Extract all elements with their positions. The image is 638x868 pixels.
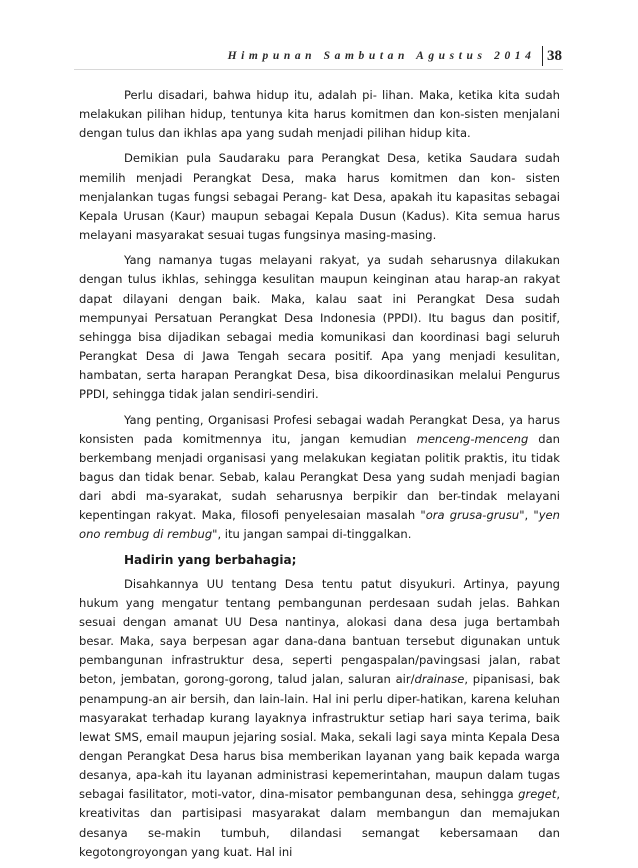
paragraph-4-text-3: ", " bbox=[519, 508, 539, 523]
header-rule bbox=[74, 69, 563, 70]
paragraph-5-italic-term-1: drainase bbox=[414, 672, 465, 687]
paragraph-4-text: Yang penting, Organisasi Profesi sebagai wadah Perangkat Desa, ya harus konsisten pada komitmennya itu, jangan kemudian bbox=[79, 412, 560, 446]
paragraph-5 bbox=[79, 575, 560, 862]
header-separator bbox=[542, 46, 544, 66]
running-header-title: Himpunan Sambutan Agustus 2014 bbox=[227, 50, 536, 62]
paragraph-4-italic-phrase-2: yen ono rembug di rembug bbox=[79, 508, 560, 542]
paragraph-2: Demikian pula Saudaraku para Perangkat Desa, ketika Saudara sudah memilih menjadi Perangkat Desa, maka harus komitmen dan kon- sisten menjalankan tugas fungsi sebagai Perang- kat Desa, apakah itu kapasitas sebagai Kepala Urusan (Kaur) maupun sebagai Kepala Dusun (Kadus). Kita semua harus melayani masyarakat sesuai tugas fungsinya masing-masing. bbox=[79, 151, 560, 243]
body-text bbox=[79, 86, 560, 868]
paragraph-4-text-2: dan berkembang menjadi organisasi yang melakukan kegiatan politik praktis, itu tidak bagus dan tidak benar. Sebab, kalau Perangkat Desa yang sudah menjadi bagian dari abdi ma-syarakat, sudah seharusnya berpikir dan ber-tindak melayani kepentingan rakyat. Maka, filosofi penyelesaian masalah " bbox=[79, 431, 560, 523]
paragraph-4-italic-term: menceng-menceng bbox=[416, 431, 529, 446]
paragraph-5-text-3: , kreativitas dan partisipasi masyarakat dalam membangun dan memajukan desanya se-makin tumbuh, dilandasi semangat kebersamaan dan kegotongroyongan yang kuat. Hal ini bbox=[79, 787, 560, 859]
page-header bbox=[228, 44, 562, 68]
paragraph-1: Perlu disadari, bahwa hidup itu, adalah pi- lihan. Maka, ketika kita sudah melakukan pilihan hidup, tentunya kita harus komitmen dan kon-sisten menjalani dengan tulus dan ikhlas apa yang sudah menjadi pilihan hidup kita. bbox=[79, 88, 560, 141]
paragraph-3: Yang namanya tugas melayani rakyat, ya sudah seharusnya dilakukan dengan tulus ikhlas, sehingga kesulitan maupun keinginan atau harap-an rakyat dapat dilayani dengan baik. Maka, kalau saat ini Perangkat Desa sudah mempunyai Persatuan Perangkat Desa Indonesia (PPDI). Itu bagus dan positif, sehingga bisa dijadikan sebagai media komunikasi dan koordinasi bagi seluruh Perangkat Desa di Jawa Tengah secara positif. Apa yang menjadi kesulitan, hambatan, serta harapan Perangkat Desa, bisa dikoordinasikan melalui Pengurus PPDI, sehingga tidak jalan sendiri-sendiri. bbox=[79, 253, 560, 402]
paragraph-4-text-4: ", itu jangan sampai di-tinggalkan. bbox=[212, 527, 412, 542]
page-number: 38 bbox=[547, 47, 562, 64]
paragraph-4 bbox=[79, 411, 560, 545]
section-heading: Hadirin yang berbahagia; bbox=[124, 552, 297, 567]
paragraph-5-text: Disahkannya UU tentang Desa tentu patut disyukuri. Artinya, payung hukum yang mengatur tentang pembangunan perdesaan sudah jelas. Bahkan sesuai dengan amanat UU Desa nantinya, alokasi dana desa juga bertambah besar. Maka, saya berpesan agar dana-dana bantuan tersebut digunakan untuk pembangunan infrastruktur desa, seperti pengaspalan/pavingsasi jalan, rabat beton, jembatan, gorong-gorong, talud jalan, saluran air/ bbox=[79, 576, 560, 687]
paragraph-4-italic-phrase-1: ora grusa-grusu bbox=[425, 508, 520, 523]
paragraph-5-italic-term-2: greget bbox=[518, 787, 557, 802]
paragraph-5-text-2: , pipanisasi, bak penampung-an air bersih, dan lain-lain. Hal ini perlu diper-hatikan, karena keluhan masyarakat terhadap kurang layaknya infrastruktur setiap hari saya terima, baik lewat SMS, email maupun jejaring sosial. Maka, sekali lagi saya minta Kepala Desa dengan Perangkat Desa harus bisa memberikan layanan yang baik kepada warga desanya, apa-kah itu layanan administrasi kepemerintahan, maupun dalam tugas sebagai fasilitator, moti-vator, dina-misator pembangunan desa, sehingga bbox=[79, 672, 560, 802]
